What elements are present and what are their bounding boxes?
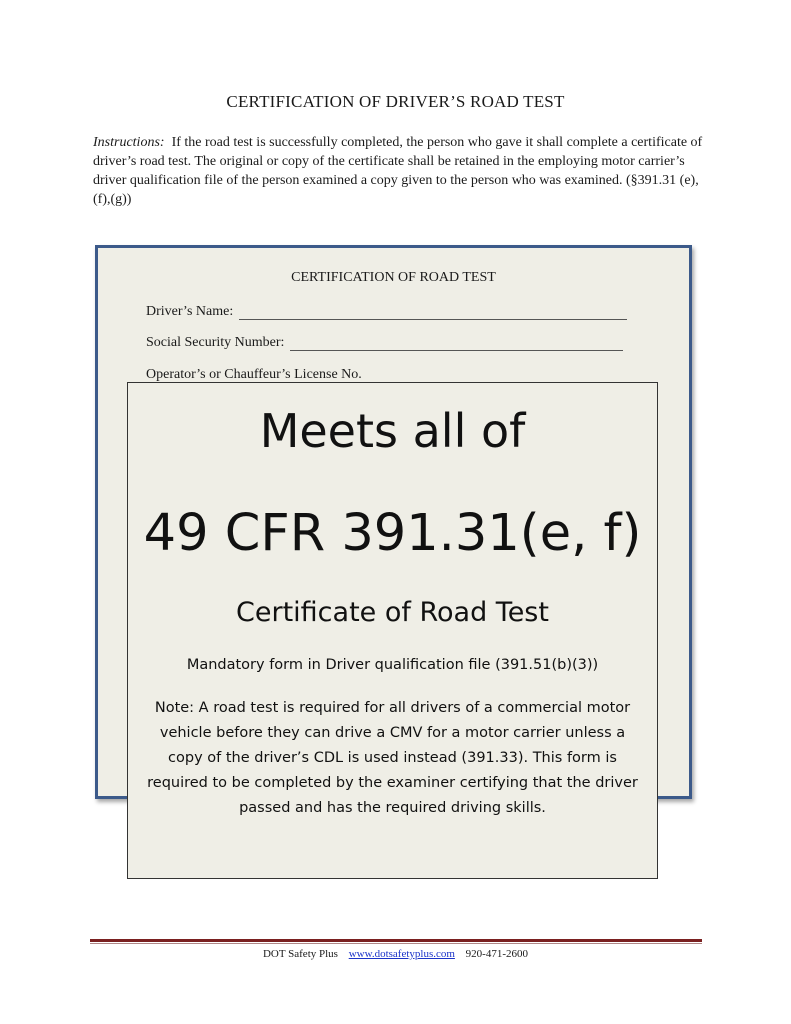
footer-website-link[interactable]: www.dotsafetyplus.com	[348, 948, 455, 960]
overlay-mandatory-text: Mandatory form in Driver qualification file (391.51(b)(3))	[186, 657, 599, 673]
footer-divider	[90, 939, 702, 942]
drivers-name-label: Driver’s Name:	[146, 304, 234, 319]
footer-divider-thin	[90, 943, 702, 944]
license-number-label: Operator’s or Chauffeur’s License No.	[146, 367, 362, 382]
drivers-name-line[interactable]	[239, 304, 627, 320]
page-title: CERTIFICATION OF DRIVER’S ROAD TEST	[226, 92, 565, 111]
form-title: CERTIFICATION OF ROAD TEST	[291, 270, 496, 285]
overlay-note: Note: A road test is required for all drivers of a commercial motor vehicle before they can drive a CMV for a motor carrier unless a copy of the driver’s CDL is used instead (391.33). This form is required to be completed by the examiner certifying that the driver passed and has the required driving skills.	[147, 700, 638, 816]
ssn-field[interactable]	[146, 335, 623, 351]
ssn-label: Social Security Number:	[146, 335, 285, 350]
overlay-regulation: 49 CFR 391.31(e, f)	[143, 504, 642, 563]
drivers-name-field[interactable]	[146, 304, 627, 320]
overlay-subtitle: Certificate of Road Test	[236, 597, 549, 628]
compliance-overlay	[127, 382, 658, 879]
license-number-line[interactable]	[368, 367, 616, 383]
footer	[0, 948, 791, 960]
instructions-paragraph	[93, 133, 703, 209]
instructions-label: Instructions:	[93, 135, 165, 150]
license-number-field[interactable]	[146, 367, 616, 383]
footer-phone: 920-471-2600	[465, 948, 528, 960]
instructions-text: If the road test is successfully completed, the person who gave it shall complete a certificate of driver’s road test. The original or copy of the certificate shall be retained in the employing motor carrier’s driver qualification file of the person examined a copy given to the person who was examined. (§391.31 (e),(f),(g))	[93, 135, 703, 207]
footer-company: DOT Safety Plus	[262, 948, 338, 960]
overlay-headline: Meets all of	[259, 404, 526, 458]
ssn-line[interactable]	[290, 335, 623, 351]
